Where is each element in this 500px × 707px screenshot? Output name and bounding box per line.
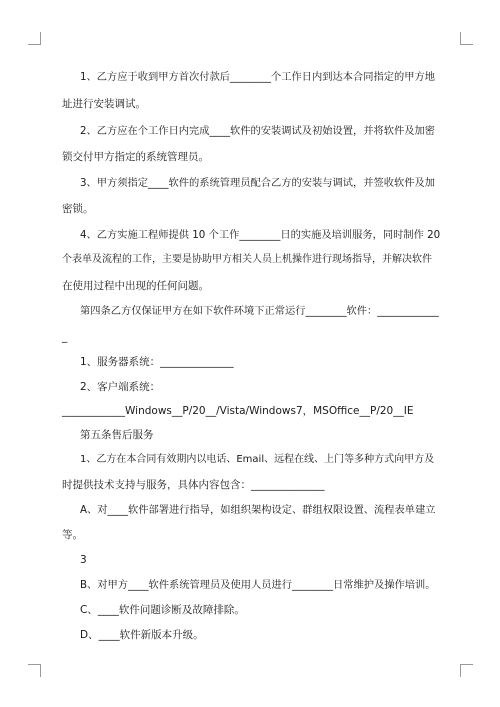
clause-4-line-3: 在使用过程中出现的任何问题。 — [62, 280, 209, 292]
support-clause-line-1: 1、乙方在本合同有效期内以电话、Email、远程在线、上门等多种方式向甲方及 — [80, 454, 435, 465]
crop-mark-top-right — [460, 32, 473, 45]
crop-mark-bottom-right — [460, 664, 473, 677]
crop-mark-bottom-left — [28, 664, 41, 677]
clause-2-line-2: 锁交付甲方指定的系统管理员。 — [62, 151, 209, 163]
crop-mark-top-left — [28, 32, 41, 45]
clause-2-line-1: 2、乙方应在个工作日内完成____软件的安装调试及初始设置，并将软件及加密 — [80, 125, 436, 137]
item-d-line: D、____软件新版本升级。 — [80, 629, 204, 641]
support-clause-line-2: 时提供技术支持与服务，具体内容包含：______________ — [62, 479, 325, 491]
clause-1-line-1: 1、乙方应于收到甲方首次付款后________个工作日内到达本合同指定的甲方地 — [80, 71, 436, 83]
clause-4-line-2: 个表单及流程的工作，主要是协助甲方相关人员上机操作进行现场指导，并解决软件 — [62, 254, 432, 265]
client-system-detail: ____________Windows__P/20__/Vista/Windows7，MSOffice__P/20__IE — [62, 405, 414, 417]
clause-3-line-1: 3、甲方须指定____软件的系统管理员配合乙方的安装与调试，并签收软件及加 — [80, 177, 436, 189]
article-4-continuation: _ — [62, 331, 68, 343]
item-a-line-1: A、对____软件部署进行指导，如组织架构设定、群组权限设置、流程表单建立 — [80, 504, 436, 516]
item-a-line-2: 等。 — [62, 529, 83, 541]
item-c-line: C、____软件问题诊断及故障排除。 — [80, 604, 245, 616]
article-5-heading: 第五条售后服务 — [80, 429, 154, 441]
client-system-line: 2、客户端系统： — [80, 381, 161, 393]
page-number: 3 — [80, 554, 87, 566]
clause-3-line-2: 密锁。 — [62, 203, 94, 215]
server-system-line: 1、服务器系统：______________ — [80, 356, 234, 368]
clause-4-line-1: 4、乙方实施工程师提供 10 个工作________日的实施及培训服务，同时制作 20 — [80, 229, 441, 241]
clause-1-line-2: 址进行安装调试。 — [62, 98, 146, 110]
item-b-line: B、对甲方____软件系统管理员及使用人员进行________日常维护及操作培训。 — [80, 579, 436, 591]
article-4-heading: 第四条乙方仅保证甲方在如下软件环境下正常运行________软件：____________ — [80, 305, 439, 317]
